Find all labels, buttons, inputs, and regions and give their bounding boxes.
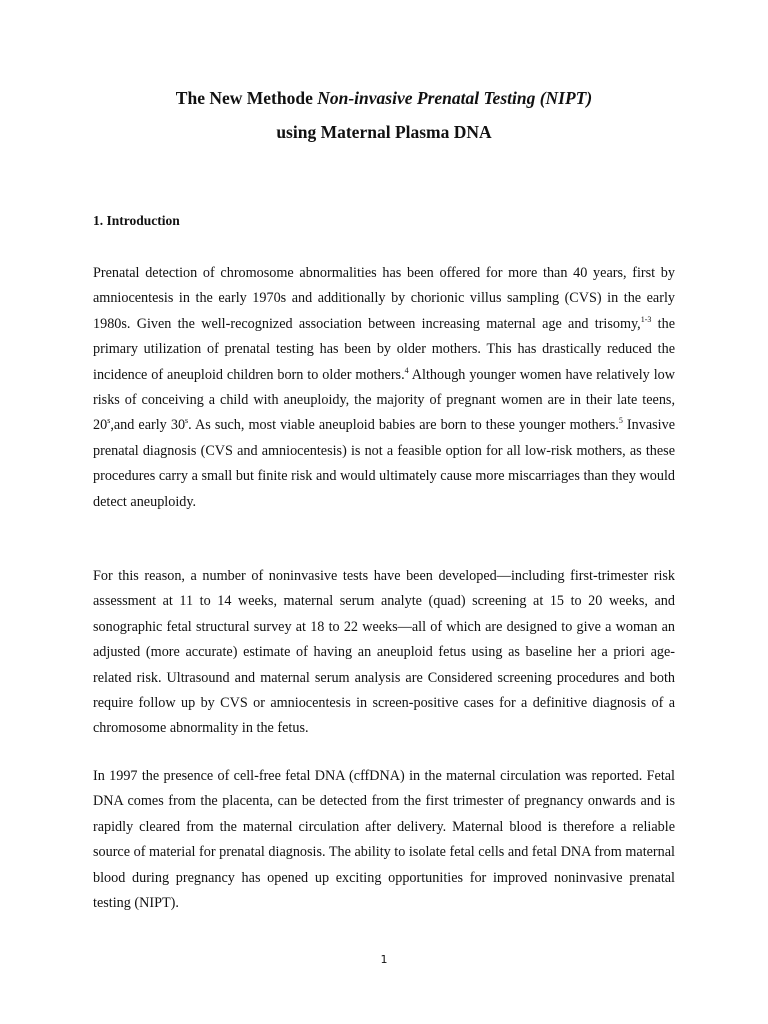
paragraph-1	[93, 261, 675, 515]
superscript-s-2: s	[185, 416, 189, 426]
title-prefix: The New Methode	[175, 88, 318, 108]
page-number: 1	[380, 953, 388, 966]
citation-ref-5: 5	[618, 416, 623, 426]
document-title-line-1	[0, 88, 768, 109]
p1-text-d: ,and early 30	[110, 417, 186, 434]
p1-text-b: the primary utilization of prenatal testing has been by older mothers. This has drastically reduced the incidence of aneuploid children born to older mothers.	[93, 315, 675, 383]
document-title-line-2: using Maternal Plasma DNA	[276, 122, 492, 142]
paragraph-2: For this reason, a number of noninvasive tests have been developed—including first-trimester risk assessment at 11 to 14 weeks, maternal serum analyte (quad) screening at 15 to 20 weeks, and sonographic fetal structural survey at 18 to 22 weeks—all of which are designed to give a woman an adjusted (more accurate) estimate of having an aneuploid fetus using as baseline her a priori age-related risk. Ultrasound and maternal serum analysis are Considered screening procedures and both require follow up by CVS or amniocentesis in screen-positive cases for a definitive diagnosis of a chromosome abnormality in the fetus.	[93, 568, 675, 737]
paragraph-3: In 1997 the presence of cell-free fetal DNA (cffDNA) in the maternal circulation was reported. Fetal DNA comes from the placenta, can be detected from the first trimester of pregnancy onwards and is rapidly cleared from the maternal circulation after delivery. Maternal blood is therefore a reliable source of material for prenatal diagnosis. The ability to isolate fetal cells and fetal DNA from maternal blood during pregnancy has opened up exciting opportunities for improved noninvasive prenatal testing (NIPT).	[93, 768, 675, 912]
p1-text-c: Although younger women have relatively low risks of conceiving a child with aneuploidy, the majority of pregnant women are in their late teens, 20	[93, 366, 675, 434]
title-italic-part: Non-invasive Prenatal Testing (NIPT)	[317, 88, 593, 108]
section-heading: 1. Introduction	[93, 213, 180, 228]
p1-text-f: Invasive prenatal diagnosis (CVS and amniocentesis) is not a feasible option for all low-risk mothers, as these procedures carry a small but finite risk and would ultimately cause more miscarriages than they would detect aneuploidy.	[93, 417, 675, 510]
p1-text-a: Prenatal detection of chromosome abnormalities has been offered for more than 40 years, first by amniocentesis in the early 1970s and additionally by chorionic villus sampling (CVS) in the early 1980s. Given the well-recognized association between increasing maternal age and trisomy,	[93, 265, 675, 332]
p1-text-e: . As such, most viable aneuploid babies are born to these younger mothers.	[188, 417, 619, 434]
citation-ref-1-3: 1-3	[640, 314, 652, 324]
citation-ref-4: 4	[404, 365, 409, 375]
superscript-s-1: s	[107, 416, 111, 426]
